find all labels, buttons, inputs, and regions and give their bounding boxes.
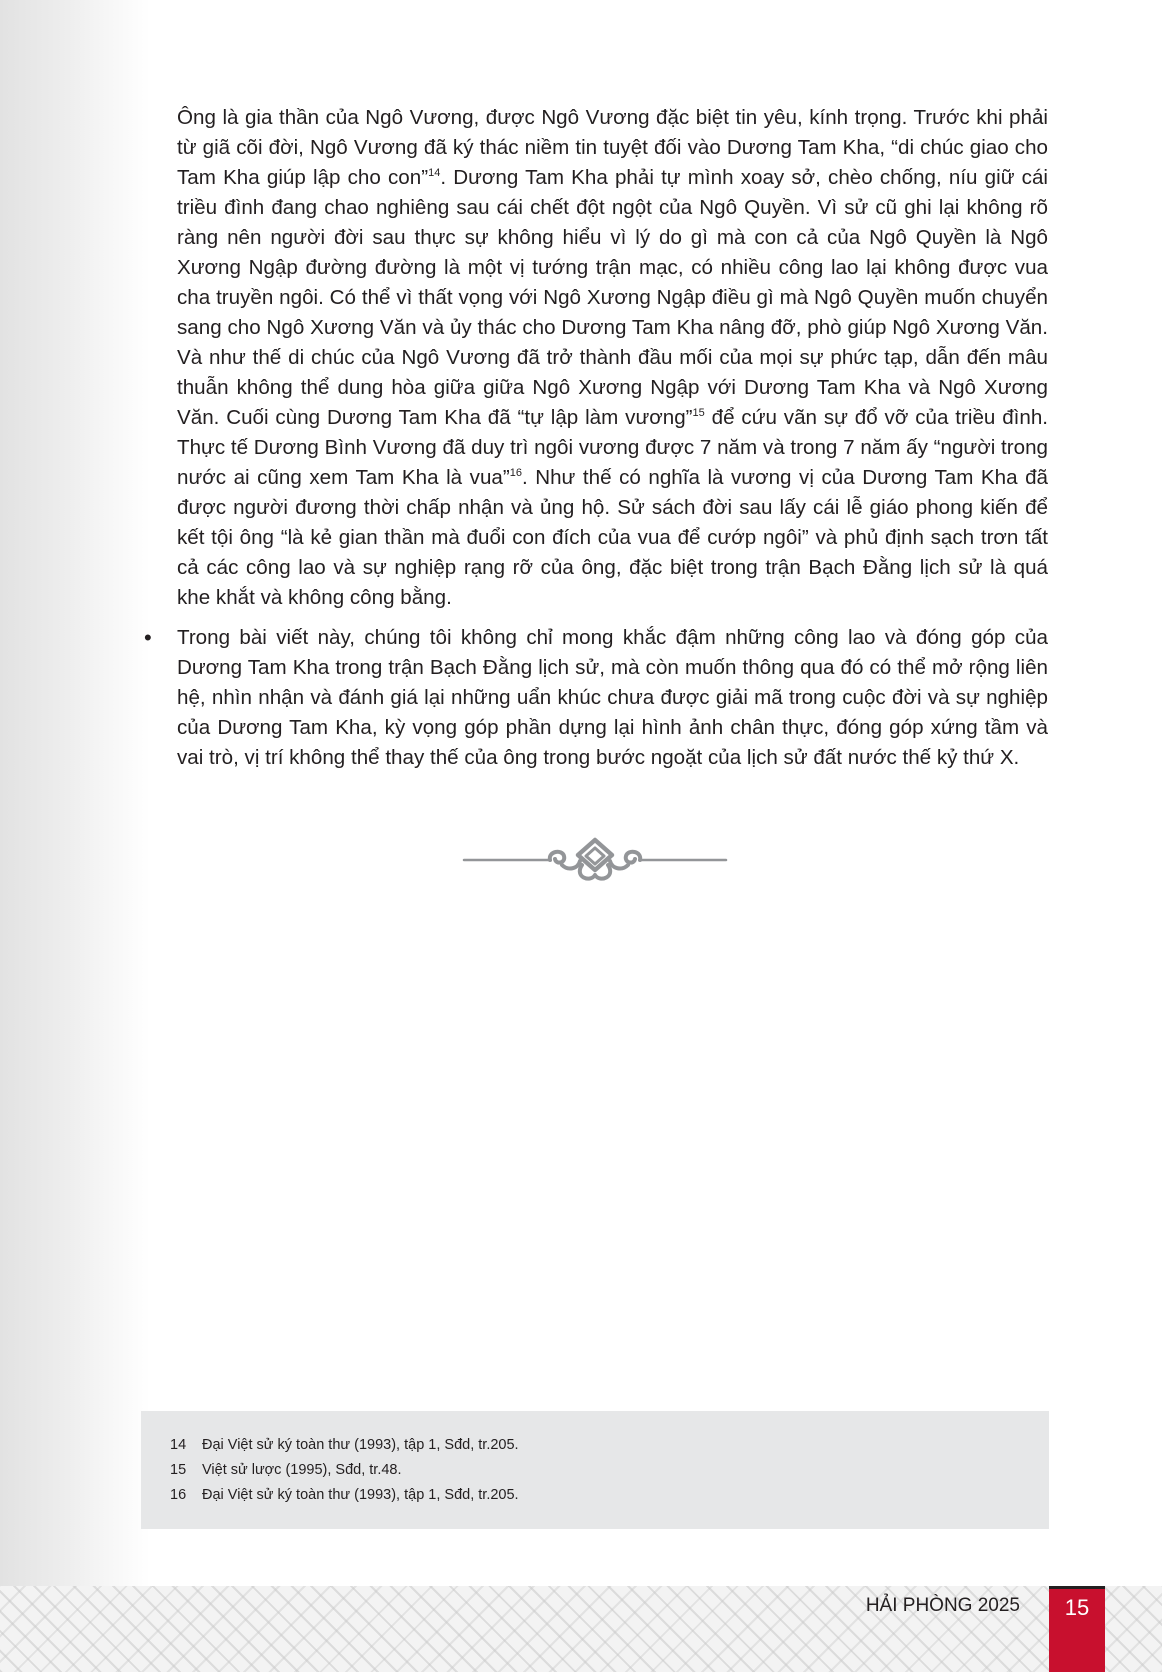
paragraph [177,103,1048,613]
ornament-divider-icon [462,835,728,885]
footnote-item [170,1458,402,1482]
footnote-number: 15 [170,1462,187,1478]
bullet-text: Trong bài viết này, chúng tôi không chỉ mong khắc đậm những công lao và đóng góp của Dương Tam Kha trong trận Bạch Đằng lịch sử, mà còn muốn thông qua đó có thể mở rộng liên hệ, nhìn nhận và đánh giá lại những uẩn khúc chưa được giải mã trong cuộc đời và sự nghiệp của Dương Tam Kha, kỳ vọng góp phần dựng lại hình ảnh chân thực, đóng góp xứng tầm và vai trò, vị trí không thể thay thế của ông trong bước ngoặt của lịch sử đất nước thế kỷ thứ X. [177,626,1048,769]
footnote-number: 16 [170,1487,187,1503]
footnote-item [170,1483,519,1507]
footnote-text: Đại Việt sử ký toàn thư (1993), tập 1, Sđd, tr.205. [202,1487,519,1503]
left-margin-shading [0,0,150,1672]
paragraph-text: để cứu vãn sự đổ vỡ của triều đình. Thực tế Dương Bình Vương đã duy trì ngôi vương được 7 năm và trong 7 năm ấy “người trong nước ai cũng xem Tam Kha là vua” [177,406,1049,489]
footnote-number: 14 [170,1437,187,1453]
paragraph-text: . Như thế có nghĩa là vương vị của Dương Tam Kha đã được người đương thời chấp nhận và ủng hộ. Sử sách đời sau lấy cái lễ giáo phong kiến để kết tội ông “là kẻ gian thần mà đuổi con đích của vua để cướp ngôi” và phủ định sạch trơn tất cả các công lao và sự nghiệp rạng rỡ của ông, đặc biệt trong trận Bạch Đằng lịch sử là quá khe khắt và không công bằng. [177,466,1049,609]
page-number-box [1049,1586,1105,1672]
bullet-icon: • [144,625,152,650]
running-footer-title: HẢI PHÒNG 2025 [865,1595,1020,1616]
paragraph-text: . Dương Tam Kha phải tự mình xoay sở, chèo chống, níu giữ cái triều đình đang chao nghiêng sau cái chết đột ngột của Ngô Quyền. Vì sử cũ ghi lại không rõ ràng nên người đời sau thực sự không hiểu vì lý do gì mà con cả của Ngô Quyền là Ngô Xương Ngập đường đường là một vị tướng trận mạc, có nhiều công lao lại không được vua cha truyền ngôi. Có thể vì thất vọng với Ngô Xương Ngập điều gì mà Ngô Quyền muốn chuyển sang cho Ngô Xương Văn và ủy thác cho Dương Tam Kha nâng đỡ, phò giúp Ngô Xương Văn. Và như thế di chúc của Ngô Vương đã trở thành đầu mối của mọi sự phức tạp, dẫn đến mâu thuẫn không thể dung hòa giữa giữa Ngô Xương Ngập với Dương Tam Kha và Ngô Xương Văn. Cuối cùng Dương Tam Kha đã “tự lập làm vương” [177,166,1048,429]
bullet-paragraph [144,623,1048,773]
footnote-item [170,1433,519,1457]
footnote-ref: 16 [509,467,522,479]
footnote-text: Đại Việt sử ký toàn thư (1993), tập 1, Sđd, tr.205. [202,1437,519,1453]
footnote-ref: 14 [428,167,441,179]
body-text [144,103,1049,773]
footnote-text: Việt sử lược (1995), Sđd, tr.48. [202,1462,402,1478]
paragraph-text: Ông là gia thần của Ngô Vương, được Ngô Vương đặc biệt tin yêu, kính trọng. Trước khi phải từ giã cõi đời, Ngô Vương đã ký thác niềm tin tuyệt đối vào Dương Tam Kha, “di chúc giao cho Tam Kha giúp lập cho con” [177,106,1048,189]
footnote-ref: 15 [692,407,705,419]
footnotes-box [141,1411,1049,1529]
page-number: 15 [1064,1595,1090,1620]
